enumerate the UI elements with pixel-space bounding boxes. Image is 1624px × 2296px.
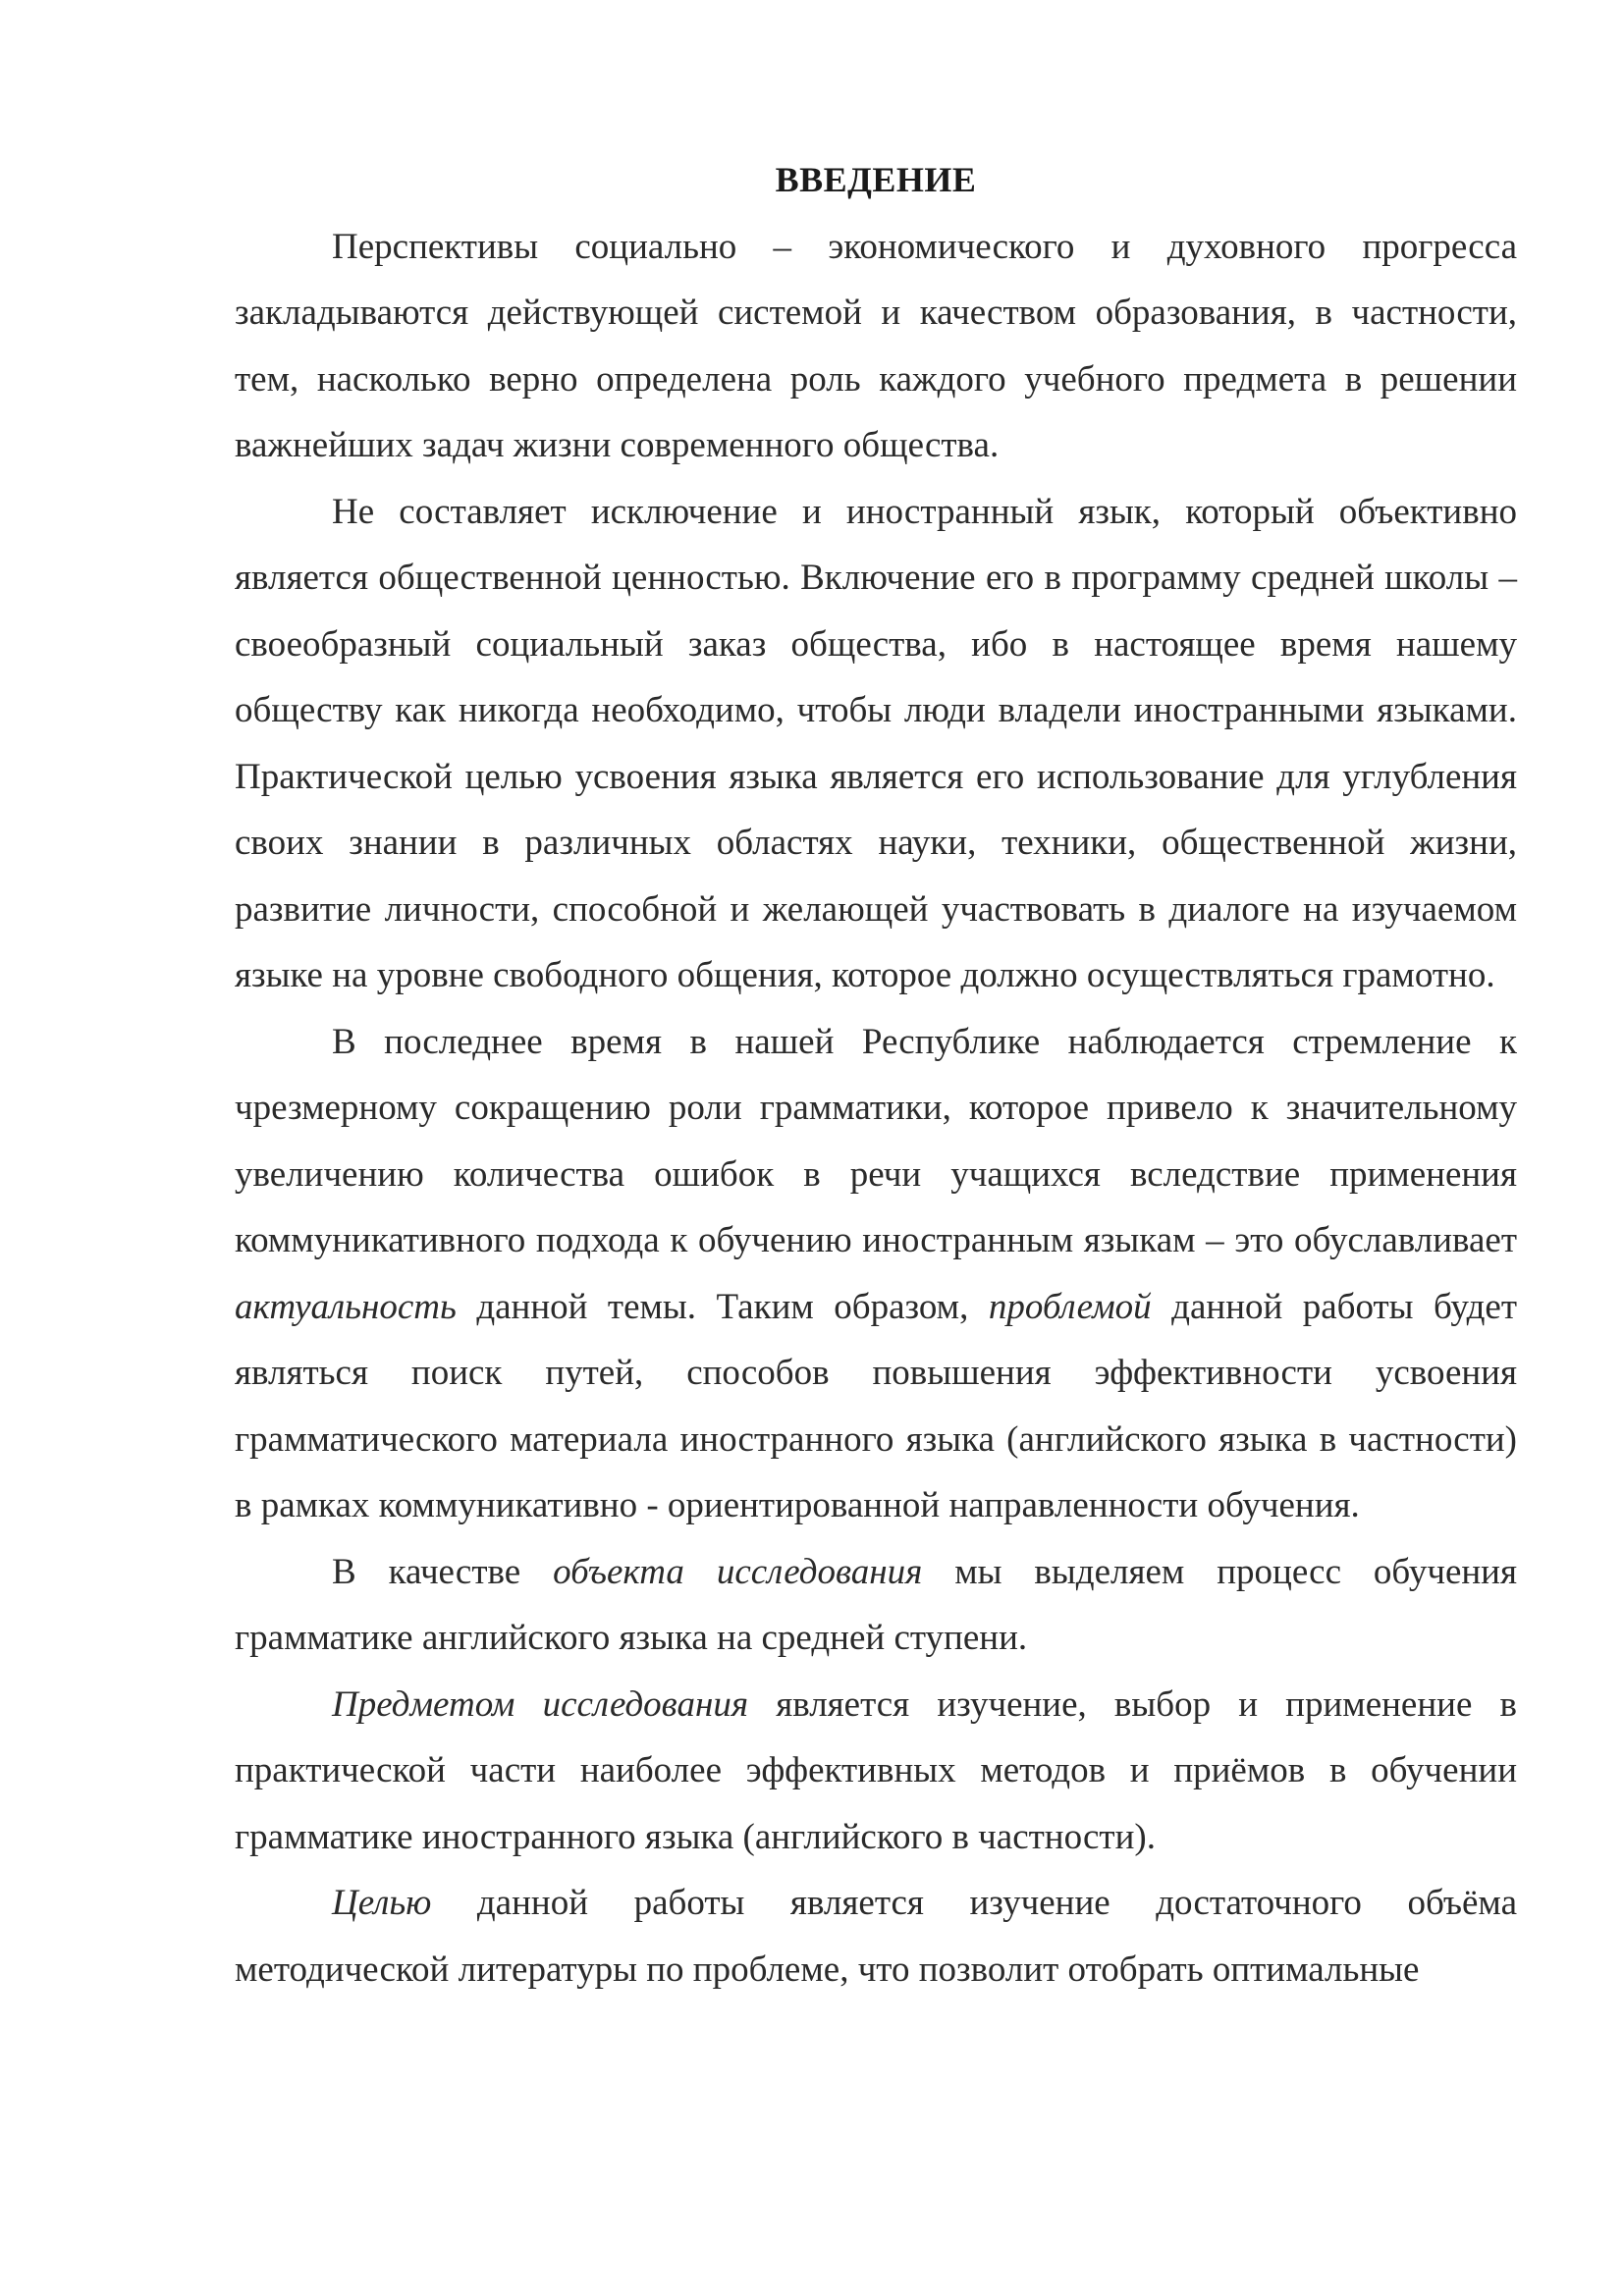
paragraph xyxy=(235,1672,1517,1871)
paragraph xyxy=(235,214,1517,479)
paragraph-text: является изучение, выбор и применение в практической части наиболее эффективных методов и приёмов в обучении грамматике иностранного языка (английского в частности). xyxy=(235,1683,1517,1857)
paragraph-text: Перспективы социально – экономического и духовного прогресса закладываются действующей системой и качеством образования, в частности, тем, насколько верно определена роль каждого учебного предмета в решении важнейших задач жизни современного общества. xyxy=(235,226,1517,465)
paragraph-text: данной работы является изучение достаточного объёма методической литературы по проблеме, что позволит отобрать оптимальные xyxy=(235,1883,1517,1990)
paragraph-text: В последнее время в нашей Республике наблюдается стремление к чрезмерному сокращению роли грамматики, которое привело к значительному увеличению количества ошибок в речи учащихся вследствие применения коммуникативного подхода к обучению иностранным языкам – это обуславливает xyxy=(235,1021,1517,1260)
italic-term: актуальность xyxy=(235,1286,457,1327)
paragraph-text: данной темы. Таким образом, xyxy=(456,1286,989,1327)
paragraph-text: Не составляет исключение и иностранный язык, который объективно является общественной ценностью. Включение его в программу средней школы – своеобразный социальный заказ общества, ибо в настоящее время нашему обществу как никогда необходимо, чтобы люди владели иностранными языками. Практической целью усвоения языка является его использование для углубления своих знании в различных областях науки, техники, общественной жизни, развитие личности, способной и желающей участвовать в диалоге на изучаемом языке на уровне свободного общения, которое должно осуществляться грамотно. xyxy=(235,491,1517,995)
paragraphs xyxy=(235,214,1517,2003)
paragraph-text: В качестве xyxy=(332,1551,554,1592)
italic-term: объекта исследования xyxy=(553,1551,923,1592)
italic-term: проблемой xyxy=(988,1286,1152,1327)
italic-term: Целью xyxy=(332,1883,432,1923)
paragraph xyxy=(235,479,1517,1009)
page-title: ВВЕДЕНИЕ xyxy=(775,160,977,199)
paragraph xyxy=(235,1539,1517,1672)
paragraph xyxy=(235,1870,1517,2002)
paragraph-text: мы выделяем процесс обучения грамматике английского языка на средней ступени. xyxy=(235,1551,1517,1658)
paragraph xyxy=(235,1009,1517,1539)
document-body xyxy=(235,147,1517,2002)
paragraph-text: данной работы будет являться поиск путей, способов повышения эффективности усвоения грамматического материала иностранного языка (английского языка в частности) в рамках коммуникативно - ориентированной направленности обучения. xyxy=(235,1286,1517,1525)
italic-term: Предметом исследования xyxy=(332,1683,749,1725)
